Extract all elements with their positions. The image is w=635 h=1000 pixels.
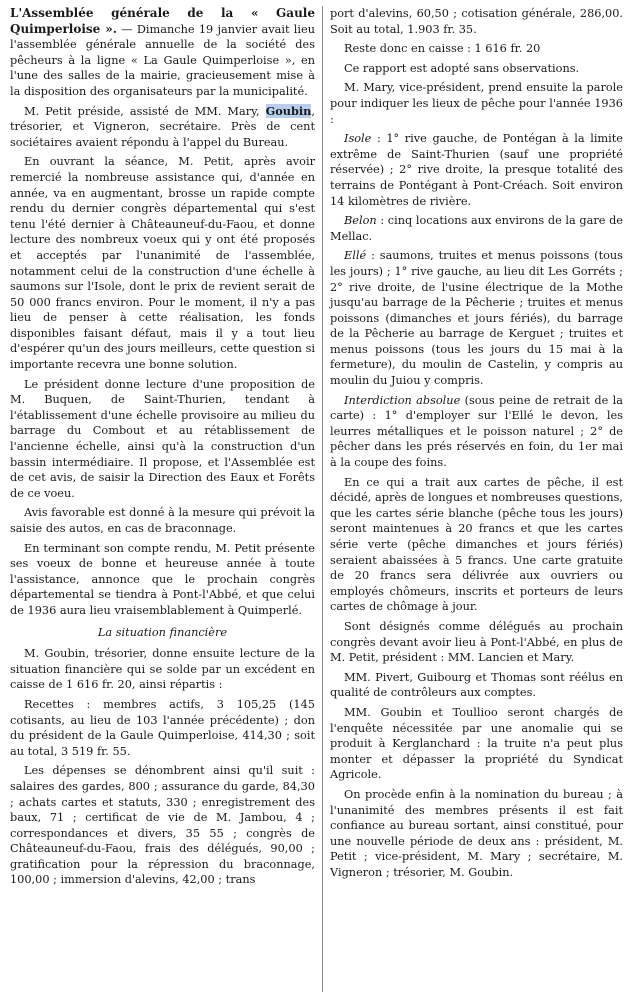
paragraph: Ce rapport est adopté sans observations. [344,61,580,75]
section-subheading: La situation financière [97,625,228,639]
paragraph: En terminant son compte rendu, M. Petit présente ses voeux de bonne et heureuse année à toute l'assistance, annonce que le prochain congrès départemental se tiendra à Pont-l'Abbé, et que celui de 1936 aura lieu vraisemblablement à Quimperlé. [10,541,315,617]
paragraph: M. Goubin, trésorier, donne ensuite lecture de la situation financière qui se solde par un excédent en caisse de 1 616 fr. 20, ainsi répartis : [10,647,315,692]
river-label: Isole [344,132,372,146]
paragraph: Reste donc en caisse : 1 616 fr. 20 [344,42,541,56]
highlighted-name[interactable]: Goubin [265,103,312,118]
paragraph-text: , trésorier, et Vigneron, secrétaire. Près de cent sociétaires avaient répondu à l'appel du Bureau. [10,104,315,149]
paragraph [330,248,623,388]
rule-label: Interdiction absolue [344,393,461,407]
article-headline: L'Assemblée générale de la « Gaule Quimperloise ». [10,6,315,36]
paragraph: MM. Goubin et Toullioo seront chargés de l'enquête nécessitée par une anomalie qui se produit à Kerglanchard : la truite n'a peut plus monter et dépasser la propriété du Syndicat Agricole. [330,705,623,782]
paragraph: On procède enfin à la nomination du bureau ; à l'unanimité des membres présents il est fait confiance au bureau sortant, ainsi constitué, pour une nouvelle période de deux ans : président, M. Petit ; vice-président, M. Mary ; secrétaire, M. Vigneron ; trésorier, M. Goubin. [330,787,623,879]
paragraph [10,104,315,151]
left-column [10,6,315,892]
paragraph: Sont désignés comme délégués au prochain congrès devant avoir lieu à Pont-l'Abbé, en plus de M. Petit, président : MM. Lancien et Mary. [330,619,623,665]
paragraph [10,6,315,100]
paragraph [330,213,623,244]
paragraph: En ce qui a trait aux cartes de pêche, il est décidé, après de longues et nombreuses questions, que les cartes série blanche (pêche tous les jours) seront maintenues à 20 francs et que les cartes série verte (pêche dimanches et jours fériés) seraient abaissées à 5 francs. Une carte gratuite de 20 francs sera délivrée aux ouvriers ou employés chômeurs, inscrits et porteurs de leurs cartes de chômage à jour. [330,475,623,614]
river-label: Ellé [344,249,367,263]
paragraph: port d'alevins, 60,50 ; cotisation générale, 286,00. Soit au total, 1.903 fr. 35. [330,7,623,36]
paragraph-text: : saumons, truites et menus poissons (tous les jours) ; 1° rive gauche, au lieu dit Les Gorréts ; 2° rive droite, de l'usine électrique de la Mothe jusqu'au barrage de la Pêcherie ; truites et menus poissons (dimanches et jours fériés), du barrage de la Pêcherie au barrage de Kerguet ; truites et menus poissons (tous les jours du 15 mai à la fermeture), du moulin de Castelin, y compris au moulin du Juiou y compris. [330,249,623,388]
paragraph-text: — Dimanche 19 janvier avait lieu l'assemblée générale annuelle de la société des pêcheurs à la ligne « La Gaule Quimperloise », en l'une des salles de la mairie, gracieusement mise à la disposition des organisateurs par la municipalité. [10,22,315,98]
column-divider [322,6,323,992]
paragraph: MM. Pivert, Guibourg et Thomas sont réélus en qualité de contrôleurs aux comptes. [330,670,623,700]
paragraph: Les dépenses se dénombrent ainsi qu'il suit : salaires des gardes, 800 ; assurance du garde, 84,30 ; achats cartes et statuts, 330 ; enregistrement des baux, 71 ; certificat de vie de M. Jambou, 4 ; correspondances et divers, 35 55 ; congrès de Châteauneuf-du-Faou, frais des délégués, 90,00 ; gratification pour la répression du braconnage, 100,00 ; immersion d'alevins, 42,00 ; trans [10,764,315,887]
paragraph-text: : 1° rive gauche, de Pontégan à la limite extrême de Saint-Thurien (sauf une propriété réservée) ; 2° rive droite, la presque totalité des terrains de Pontégant à Pont-Créach. Soit environ 14 kilomètres de rivière. [330,132,623,208]
paragraph: Le président donne lecture d'une proposition de M. Buquen, de Saint-Thurien, tendant à l'établissement d'une échelle provisoire au milieu du barrage du Combout et au rétablissement de l'ancienne échelle, ainsi qu'à la construction d'un bassin intermédiaire. Il propose, et l'Assemblée est de cet avis, de saisir la Direction des Eaux et Forêts de ce voeu. [10,377,315,500]
right-column [330,6,623,884]
paragraph: M. Mary, vice-président, prend ensuite la parole pour indiquer les lieux de pêche pour l'année 1936 : [330,81,623,126]
paragraph-text: (sous peine de retrait de la carte) : 1° d'employer sur l'Ellé le devon, les leurres métalliques et le poisson naturel ; 2° de pêcher dans les prés réservés en foin, du 1er mai à la coupe des foins. [330,393,623,470]
paragraph: En ouvrant la séance, M. Petit, après avoir remercié la nombreuse assistance qui, d'année en année, va en augmentant, brosse un rapide compte rendu du dernier congrès départemental qui s'est tenu l'été dernier à Châteauneuf-du-Faou, et donne lecture des nombreux voeux qui y ont été proposés et acceptés par l'unanimité de l'assemblée, notamment celui de la construction d'une échelle à saumons sur l'Isole, dont le prix de revient serait de 50 000 francs environ. Pour le moment, il n'y a pas lieu de penser à cette réalisation, les fonds disponibles faisant défaut, mais il y a tout lieu d'espérer qu'un des jours meilleurs, cette question si importante recevra une bonne solution. [10,155,315,372]
river-label: Belon [344,214,377,228]
paragraph: Recettes : membres actifs, 3 105,25 (145 cotisants, au lieu de 103 l'année précédente) ; don du président de la Gaule Quimperloise, 414,30 ; soit au total, 3 519 fr. 55. [10,697,315,758]
paragraph [330,393,623,471]
paragraph-text: : cinq locations aux environs de la gare de Mellac. [330,214,623,243]
paragraph: Avis favorable est donné à la mesure qui prévoit la saisie des autos, en cas de braconnage. [10,506,315,535]
paragraph [330,131,623,209]
paragraph-text: M. Petit préside, assisté de MM. Mary, [24,104,266,118]
